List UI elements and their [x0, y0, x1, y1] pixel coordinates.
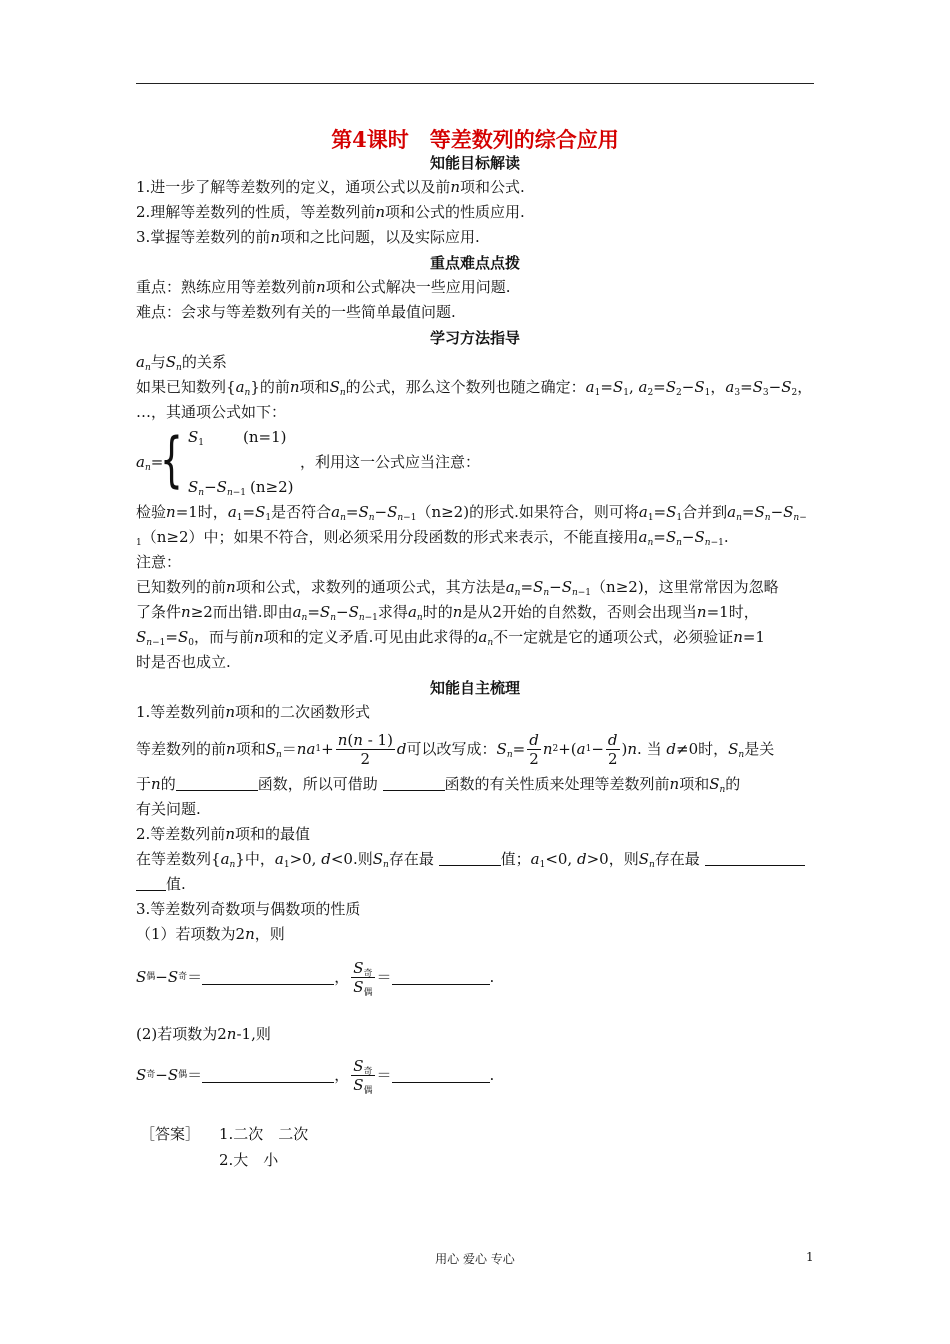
difficult-point: 难点：会求与等差数列有关的一些简单最值问题.: [136, 303, 456, 321]
note-line-2: 了条件n≥2而出错.即由$a_n=S_n-S_{n-1}$求得$a_n$时的n是从2开始的自然数，否则会出现当n=1时，: [136, 603, 759, 623]
q3-formula-1: S 偶 − S 奇 ＝ ， $\frac{S_奇}{S_偶}$ ＝ .: [136, 958, 495, 998]
piecewise-lhs: $a_n=$: [136, 453, 164, 473]
check-line-1: 检验n=1时，$a_1=S_1$是否符合$a_n=S_n-S_{n-1}(n\ge 2)$的形式.如果符合，则可将$a_1=S_1$合并到$a_n=S_n-S_{n-}$: [136, 503, 807, 523]
q2-line-2: 值.: [136, 874, 186, 894]
q3-formula-2: S 奇 − S 偶 ＝ ， $\frac{S_奇}{S_偶}$ ＝ .: [136, 1056, 495, 1096]
fraction-s-odd-over-s-even-2: $\frac{S_奇}{S_偶}$: [353, 1056, 373, 1096]
section-heading-keypoints: 重点难点点拨: [429, 254, 520, 272]
note-line-4: 时是否也成立.: [136, 653, 231, 671]
blank-4a[interactable]: [705, 851, 805, 866]
fraction-d-over-2-b: $\frac{d}{2}$: [607, 730, 618, 768]
q3-sub-2: (2)若项数为2n-1,则: [136, 1025, 271, 1043]
section-heading-review: 知能自主梳理: [429, 679, 520, 697]
note-line-3: $S_{n-1}=S_0$，而与前n项和的定义矛盾.可见由此求得的$a_n$不一定就是它的通项公式，必须验证n=1: [136, 628, 765, 648]
blank-6[interactable]: [392, 970, 490, 985]
blank-2[interactable]: [383, 776, 445, 791]
q2-title: 2.等差数列前n项和的最值: [136, 825, 310, 843]
blank-3[interactable]: [439, 851, 501, 866]
answer-line-2: 2.大 小: [219, 1151, 279, 1169]
q2-line-1: 在等差数列$\{a_n\}$中，$a_1>0$, d<0.则$S_n$存在最 值；$a_1<0$, d>0，则$S_n$存在最: [136, 849, 805, 869]
fraction-d-over-2: $\frac{d}{2}$: [529, 730, 539, 768]
q3-title: 3.等差数列奇数项与偶数项的性质: [136, 900, 361, 918]
footer-slogan: 用心 爱心 专心: [435, 1252, 515, 1266]
piecewise-case-1: $S_1$: [188, 428, 205, 448]
fraction-s-odd-over-s-even: $\frac{S_奇}{S_偶}$: [353, 958, 373, 998]
q1-formula-line: 等差数列的前 n 项和 $S_n$ ＝ na 1 + $\frac{n(n - 1)}{2}$ d 可以改写成： $S_n$ = $\frac{d}{2}$ n 2 +( a 1 − $\frac{d}{2}$ ) n . 当 d ≠0时， $S_n$ 是关: [136, 730, 775, 768]
objective-2: 2.理解等差数列的性质，等差数列前n项和公式的性质应用.: [136, 203, 525, 221]
method-paragraph-1-line2: …，其通项公式如下：: [136, 403, 287, 421]
piecewise-note: ，利用这一公式应当注意：: [300, 453, 481, 471]
q1-title: 1.等差数列前n项和的二次函数形式: [136, 703, 370, 721]
objective-3: 3.掌握等差数列的前n项和之比问题，以及实际应用.: [136, 228, 480, 246]
note-line-1: 已知数列的前n项和公式，求数列的通项公式，其方法是$a_n=S_n-S_{n-1}(n\ge 2)$，这里常常因为忽略: [136, 578, 779, 598]
page-title: 第4课时 等差数列的综合应用: [331, 127, 619, 152]
blank-8[interactable]: [392, 1068, 490, 1083]
blank-7[interactable]: [202, 1068, 334, 1083]
left-brace: {: [160, 425, 183, 495]
q1-line-2: 于n的 函数，所以可借助 函数的有关性质来处理等差数列前n项和$S_n$的: [136, 775, 741, 795]
blank-4b[interactable]: [136, 876, 166, 891]
answers-label: ［答案］: [140, 1125, 201, 1143]
section-heading-objectives: 知能目标解读: [429, 154, 520, 172]
piecewise-case-2: $S_n-S_{n-1}$: [188, 478, 247, 498]
blank-1[interactable]: [176, 776, 258, 791]
objective-1: 1.进一步了解等差数列的定义，通项公式以及前n项和公式.: [136, 178, 525, 196]
q3-sub-1: （1）若项数为2n，则: [136, 925, 285, 943]
header-rule: [136, 83, 814, 84]
relation-heading: $a_n$与$S_n$的关系: [136, 353, 227, 373]
answer-line-1: 1.二次 二次: [219, 1125, 309, 1143]
q1-line-3: 有关问题.: [136, 800, 201, 818]
blank-5[interactable]: [202, 970, 334, 985]
method-paragraph-1: 如果已知数列$\{a_n\}$的前n项和$S_n$的公式，那么这个数列也随之确定：$a_1=S_1$, $a_2=S_2-S_1$，$a_3=S_3-S_2$，: [136, 378, 813, 398]
check-line-2: $_1$（n≥2）中；如果不符合，则必须采用分段函数的形式来表示，不能直接用$a_n=S_n-S_{n-1}$.: [136, 528, 729, 548]
section-heading-method: 学习方法指导: [429, 329, 520, 347]
key-point: 重点：熟练应用等差数列前n项和公式解决一些应用问题.: [136, 278, 511, 296]
piecewise-case-1-condition: (n=1): [243, 428, 287, 446]
fraction-n-n-1-over-2: $\frac{n(n - 1)}{2}$: [337, 730, 393, 768]
page-number: 1: [806, 1250, 814, 1264]
note-label: 注意：: [136, 553, 182, 571]
piecewise-case-2-condition: (n≥2): [250, 478, 294, 496]
